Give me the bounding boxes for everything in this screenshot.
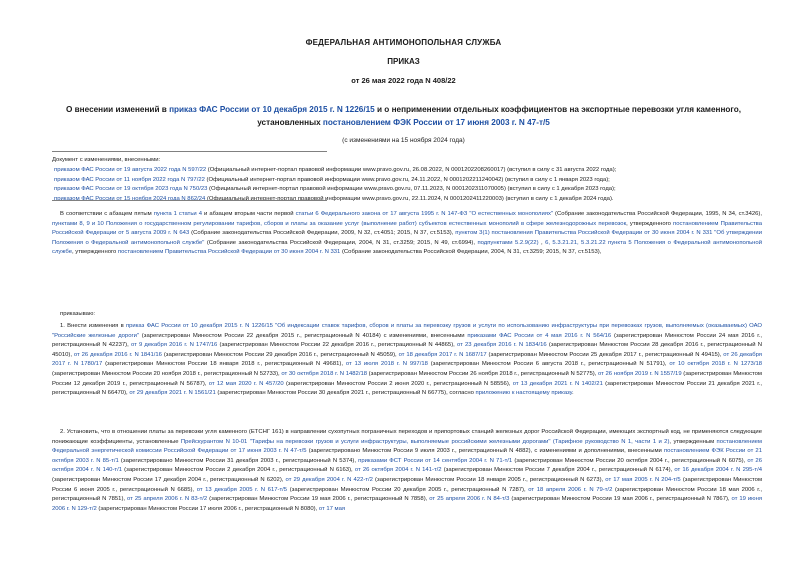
- text: (зарегистрирован Минюстом России 18 января 2018 г., регистрационный N 49681),: [102, 361, 346, 368]
- order-link[interactable]: от 29 декабря 2021 г. N 1561/21: [129, 390, 216, 397]
- revision-note: (с изменениями на 15 ноября 2024 года): [342, 137, 465, 144]
- text: (Собрание законодательства Российской Федерации, 2004, N 31, ст.3259; 2015, N 37, ст.5153),: [340, 249, 602, 256]
- divider: [52, 151, 327, 152]
- text: (зарегистрирован Минюстом России 7 декабря 2004 г., регистрационный N 6174),: [441, 467, 675, 474]
- amendments-intro: Документ с изменениями, внесенными:: [52, 157, 161, 163]
- order-link[interactable]: от 17 мая 2005 г. N 204-т/5: [605, 476, 681, 483]
- amendment-link[interactable]: приказом ФАС России от 19 октября 2023 года N 750/23: [54, 186, 208, 193]
- order-link[interactable]: от 9 декабря 2016 г. N 1747/16: [130, 342, 218, 349]
- text: (зарегистрирован Минюстом России 21 декабря 2021 г., регистрационный N 66470),: [52, 380, 763, 397]
- text: (зарегистрировано Минюстом России 31 декабря 2003 г., регистрационный N 5374),: [118, 457, 359, 464]
- divider: [52, 200, 327, 201]
- text: (зарегистрирован Минюстом России 2 июня 2020 г., регистрационный N 58556),: [283, 380, 513, 387]
- order-link[interactable]: от 29 декабря 2004 г. N 422-т/2: [285, 476, 373, 483]
- text: (зарегистрирован Минюстом России 6 июня 2005 г., регистрационный N 6685),: [52, 476, 762, 493]
- text: (зарегистрирован Минюстом России 20 декабря 2005 г., регистрационный N 7287),: [287, 486, 529, 493]
- text: (зарегистрирован Минюстом России 29 декабря 2016 г., регистрационный N 45059),: [161, 351, 399, 358]
- text: .: [572, 390, 574, 397]
- amendments-list: [52, 156, 762, 205]
- order-link[interactable]: от 13 декабря 2021 г. N 1402/21: [512, 380, 603, 387]
- clause-1-paragraph: [52, 322, 762, 399]
- order-link[interactable]: от 13 декабря 2005 г. N 617-т/5: [196, 486, 288, 493]
- text: (зарегистрирован Минюстом России 26 ноября 2018 г., регистрационный N 52775),: [367, 370, 599, 377]
- title-link-order[interactable]: приказ ФАС России от 10 декабря 2015 г. N 1226/15: [169, 105, 375, 114]
- order-link[interactable]: от 26 декабря 2016 г. N 1841/16: [73, 351, 162, 358]
- order-link[interactable]: от 18 декабря 2017 г. N 1687/17: [398, 351, 487, 358]
- text: (зарегистрирован Минюстом России 19 мая 2006 г., регистрационный N 7867),: [509, 496, 732, 503]
- text: (зарегистрирован Минюстом России 30 декабря 2021 г., регистрационный N 66775), согласно: [215, 390, 476, 397]
- text: 1. Внести изменения в: [60, 323, 126, 329]
- text: (зарегистрирован Минюстом России 28 декабря 2016 г., регистрационный N 45010),: [52, 342, 762, 358]
- text: (зарегистрирован Минюстом России 24 мая 2016 г., регистрационный N 42237),: [52, 332, 762, 349]
- law-link[interactable]: постановлением Правительства Российской Федерации от 5 августа 2009 г. N 643: [52, 220, 763, 237]
- order-link[interactable]: от 10 октября 2018 г. N 1273/18: [669, 361, 763, 368]
- law-link[interactable]: пунктами 8, 9 и 10 Положения о государственном регулировании тарифов, сборов и платы за оказание услуг (выполнение работ) субъектов естественных монополий в сфере железнодорожных перевозок: [52, 220, 627, 227]
- text: , утвержденного: [72, 249, 118, 256]
- order-link[interactable]: от 13 июля 2018 г. N 997/18: [345, 361, 428, 368]
- law-link[interactable]: пунктом 3(1) постановления Правительства Российской Федерации от 30 июня 2004 г. N 331 "Об утверждении Положения о Федеральной антимонопольной службе": [52, 230, 762, 246]
- law-link[interactable]: пункта 1 статьи 4: [153, 211, 202, 217]
- text: (зарегистрирован Минюстом России 19 мая 2006 г., регистрационный N 7858),: [207, 496, 430, 503]
- document-title: [55, 103, 752, 129]
- order-link[interactable]: от 30 октября 2018 г. N 1482/18: [281, 370, 368, 377]
- text: (Собрание законодательства Российской Федерации, 2009, N 32, ст.4051; 2015, N 37, ст.5153),: [189, 230, 456, 237]
- order-link[interactable]: приказами ФАС России от 4 мая 2016 г. N 564/16: [467, 332, 612, 339]
- appendix-link[interactable]: приложению к настоящему приказу: [475, 390, 573, 397]
- law-link[interactable]: постановлением Правительства Российской Федерации от 30 июня 2004 г. N 331: [117, 249, 341, 256]
- text: (Собрание законодательства Российской Федерации, 1995, N 34, ст.3426),: [553, 211, 762, 217]
- title-link-resolution[interactable]: постановлением ФЭК России от 17 июня 2003 г. N 47-т/5: [322, 118, 550, 127]
- amendment-details: (Официальный интернет-портал правовой информации www.pravo.gov.ru, 24.11.2022, N 0001202211240042) (вступил в силу с 1 января 2023 года);: [204, 176, 610, 183]
- list-item: [52, 185, 762, 195]
- text: (зарегистрирован Минюстом России 25 декабря 2017 г., регистрационный N 49415),: [486, 351, 724, 358]
- law-link[interactable]: подпунктами 5.2.9(22): [477, 239, 539, 246]
- text: (зарегистрирован Минюстом России 2 декабря 2004 г., регистрационный N 6163),: [122, 467, 355, 474]
- document-date-number: от 26 мая 2022 года N 408/22: [351, 76, 456, 85]
- title-text: О внесении изменений в: [66, 105, 170, 114]
- text: (зарегистрировано Минюстом России 9 июля 2003 г., регистрационный N 4882), с изменениями и дополнениями, внесенными: [306, 448, 664, 455]
- amendment-details: (Официальный интернет-портал правовой информации www.pravo.gov.ru, 07.11.2023, N 0001202311070005) (вступил в силу с 1 декабря 2023 года);: [207, 186, 616, 193]
- order-link[interactable]: от 25 апреля 2006 г. N 84-т/3: [429, 496, 510, 503]
- text: (Собрание законодательства Российской Федерации, 2004, N 31, ст.3259; 2015, N 49, ст.6994),: [204, 239, 478, 246]
- order-link[interactable]: от 12 мая 2020 г. N 457/20: [208, 380, 284, 387]
- order-link[interactable]: от 16 декабря 2004 г. N 295-т/4: [674, 467, 762, 474]
- list-item: [52, 176, 762, 186]
- list-item: [52, 166, 762, 176]
- tariff-link[interactable]: Прейскурантом N 10-01 "Тарифы на перевозки грузов и услуги инфраструктуры, выполняемые российскими железными дорогами" (Тарифное руководство N 1, части 1 и 2): [180, 438, 670, 445]
- amendment-link[interactable]: приказом ФАС России от 11 ноября 2022 года N 797/22: [54, 176, 205, 183]
- preamble-paragraph: [52, 210, 762, 258]
- order-link[interactable]: от 18 апреля 2006 г. N 79-т/2: [528, 486, 613, 493]
- agency-name: ФЕДЕРАЛЬНАЯ АНТИМОНОПОЛЬНАЯ СЛУЖБА: [305, 38, 502, 47]
- clause-2-paragraph: [52, 428, 762, 514]
- text: , утвержденным: [669, 438, 717, 445]
- amendment-details: (Официальный интернет-портал правовой информации www.pravo.gov.ru, 26.08.2022, N 0001202208260017) (вступил в силу с 31 августа 2022 года);: [206, 166, 617, 173]
- resolution-link[interactable]: постановлением Федеральной энергетической комиссии Российской Федерации от 17 июня 2003 г. N 47-т/5: [52, 438, 762, 455]
- text: (зарегистрирован Минюстом России 17 июля 2006 г., регистрационный N 8080),: [96, 505, 319, 512]
- law-link[interactable]: 6, 5.3.21.21, 5.3.21.22 пункта 5 Положения о Федеральной антимонопольной службе: [52, 239, 762, 256]
- law-link[interactable]: статьи 6 Федерального закона от 17 августа 1995 г. N 147-ФЗ "О естественных монополиях": [295, 211, 554, 217]
- order-link[interactable]: от 19 июня 2006 г. N 129-т/2: [52, 496, 763, 512]
- text: ,: [538, 239, 546, 246]
- document-type: ПРИКАЗ: [387, 57, 420, 66]
- order-word: приказываю:: [60, 311, 96, 317]
- text: (зарегистрирован Минюстом России 18 января 2005 г., регистрационный N 6273),: [372, 476, 606, 483]
- order-link[interactable]: от 23 декабря 2016 г. N 1834/16: [457, 342, 547, 349]
- text: , утвержденного: [626, 220, 674, 227]
- order-link[interactable]: от 25 апреля 2006 г. N 83-т/2: [127, 496, 208, 503]
- text: (зарегистрирован Минюстом России 22 декабря 2016 г., регистрационный N 44865),: [217, 342, 457, 349]
- title-text: и о неприменении отдельных коэффициентов на экспортные перевозки угля каменного, установленных: [257, 105, 741, 127]
- order-link[interactable]: от 17 мая: [318, 505, 346, 512]
- order-link[interactable]: приказ ФАС России от 10 декабря 2015 г. N 1226/15 "Об индексации ставок тарифов, сборов и платы за перевозку грузов и услуги по использованию инфраструктуры при перевозках грузов, выполняемых (оказываемых) ОАО "Российские железные дороги": [52, 323, 762, 339]
- order-link[interactable]: от 26 декабря 2017 г. N 1780/17: [52, 351, 762, 368]
- text: (зарегистрирован Минюстом России 6 августа 2018 г., регистрационный N 51791),: [427, 361, 670, 368]
- text: и абзацем вторым части первой: [202, 211, 296, 217]
- text: В соответствии с абзацем пятым: [60, 211, 154, 217]
- order-link[interactable]: от 26 октября 2004 г. N 141-т/2: [354, 467, 442, 474]
- order-link[interactable]: от 26 октября 2004 г. N 140-т/1: [52, 457, 762, 474]
- text: (зарегистрирован Минюстом России 22 декабря 2015 г., регистрационный N 40184) с изменениями, внесенными: [139, 332, 468, 339]
- order-link[interactable]: от 26 ноября 2019 г. N 1557/19: [598, 370, 682, 377]
- text: (зарегистрирован Минюстом России 12 декабря 2019 г., регистрационный N 56787),: [52, 370, 762, 387]
- resolution-link[interactable]: постановлением ФЭК России от 21 октября 2003 г. N 85-т/1: [52, 448, 762, 464]
- text: (зарегистрирован Минюстом России 18 мая 2006 г., регистрационный N 7851),: [52, 486, 763, 503]
- order-link[interactable]: приказами ФСТ России от 14 сентября 2004 г. N 71-т/1: [358, 457, 513, 464]
- text: 2. Установить, что в отношении платы за перевозки угля каменного (ЕТСНГ 161) в направлении сухопутных пограничных переходов и припортовых станций железных дорог Российской Федерации, имеющих экспортный код, не применяются следующие понижающие коэффициенты, установленные: [52, 429, 762, 445]
- amendment-details: (Официальный интернет-портал правовой информации www.pravo.gov.ru, 22.11.2024, N 0001202411220003) (вступил в силу с 1 декабря 2024 года).: [205, 196, 614, 203]
- text: (зарегистрирован Минюстом России 20 октября 2004 г., регистрационный N 6075),: [512, 457, 748, 464]
- text: (зарегистрирован Минюстом России 17 декабря 2004 г., регистрационный N 6202),: [52, 476, 286, 483]
- amendment-link[interactable]: приказом ФАС России от 19 августа 2022 года N 597/22: [54, 166, 207, 173]
- text: (зарегистрирован Минюстом России 20 ноября 2018 г., регистрационный N 52733),: [52, 370, 282, 377]
- amendment-link[interactable]: приказом ФАС России от 15 ноября 2024 года N 862/24: [54, 196, 206, 203]
